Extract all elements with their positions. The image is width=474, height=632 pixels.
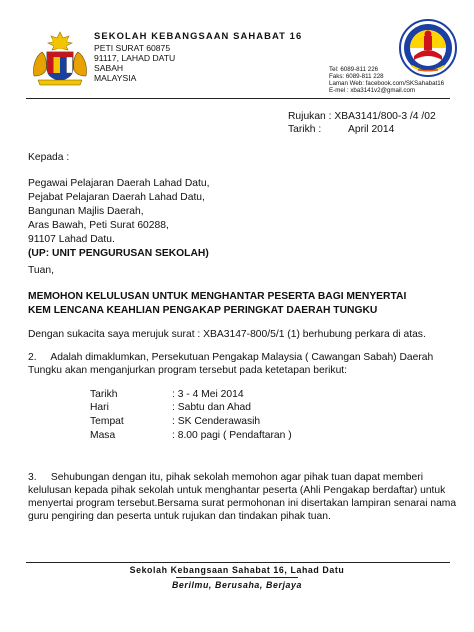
detail-label: Tempat [90,416,124,427]
detail-value: : 8.00 pagi ( Pendaftaran ) [172,430,292,441]
contact-tel: Tel: 6089-811 226 [329,66,379,73]
paragraph-2-line-2: Tungku akan menganjurkan program tersebut pada ketetapan berikut: [28,365,348,376]
attention-line: (UP: UNIT PENGURUSAN SEKOLAH) [28,248,209,259]
recipient-line: Pegawai Pelajaran Daerah Lahad Datu, [28,178,210,189]
salutation: Tuan, [28,265,54,276]
subject-line-2: KEM LENCANA KEAHLIAN PENGAKAP PERINGKAT DAERAH TUNGKU [28,305,378,316]
reference-number: Rujukan : XBA3141/800-3 /4 /02 [288,111,436,122]
footer-divider [26,562,450,563]
footer-motto: Berilmu, Berusaha, Berjaya [171,580,302,590]
contact-fax: Faks: 6089-811 228 [329,73,384,80]
date-value: April 2014 [348,124,395,135]
subject-line-1: MEMOHON KELULUSAN UNTUK MENGHANTAR PESERTA BAGI MENYERTAI [28,291,407,302]
address-line-2: 91117, LAHAD DATU [94,53,176,63]
detail-label: Masa [90,430,116,441]
school-name: SEKOLAH KEBANGSAAN SAHABAT 16 [94,30,303,41]
opening-paragraph: Dengan sukacita saya merujuk surat : XBA3147-800/5/1 (1) berhubung perkara di atas. [28,329,426,340]
recipient-heading: Kepada : [28,152,70,163]
recipient-line: Bangunan Majlis Daerah, [28,206,144,217]
recipient-line: Aras Bawah, Peti Surat 60288, [28,220,169,231]
detail-label: Tarikh [90,389,118,400]
paragraph-3-line-1: 3. Sehubungan dengan itu, pihak sekolah memohon agar pihak tuan dapat memberi [28,472,423,483]
detail-value: : Sabtu dan Ahad [172,402,252,413]
footer-underline [176,577,298,578]
paragraph-3-line-2: kelulusan kepada pihak sekolah untuk menghantar peserta (Ahli Pengakap berdaftar) untuk [28,485,446,496]
date-label: Tarikh : [288,124,322,135]
paragraph-2-line-1: 2. Adalah dimaklumkan, Persekutuan Pengakap Malaysia ( Cawangan Sabah) Daerah [28,352,434,363]
coat-of-arms-icon [30,30,90,86]
detail-value: : SK Cenderawasih [172,416,261,427]
address-line-1: PETI SURAT 60875 [94,43,171,53]
paragraph-3-line-4: guru pengiring dan peserta untuk rujukan dan tindakan pihak tuan. [28,511,331,522]
address-line-3: SABAH [94,63,124,73]
paragraph-3-line-3: menyertai program tersebut.Bersama surat permohonan ini disertakan lampiran senarai nama [28,498,457,509]
school-logo-icon [398,18,458,80]
address-line-4: MALAYSIA [94,73,137,83]
recipient-line: 91107 Lahad Datu. [28,234,115,245]
header-divider [26,98,450,99]
detail-value: : 3 - 4 Mei 2014 [172,389,244,400]
contact-email: E-mel : xba3141v2@gmail.com [329,87,416,94]
contact-web: Laman Web: facebook.com/SKSahabat16 [329,80,445,87]
recipient-line: Pejabat Pelajaran Daerah Lahad Datu, [28,192,205,203]
footer-school-name: Sekolah Kebangsaan Sahabat 16, Lahad Datu [129,565,345,575]
detail-label: Hari [90,402,109,413]
